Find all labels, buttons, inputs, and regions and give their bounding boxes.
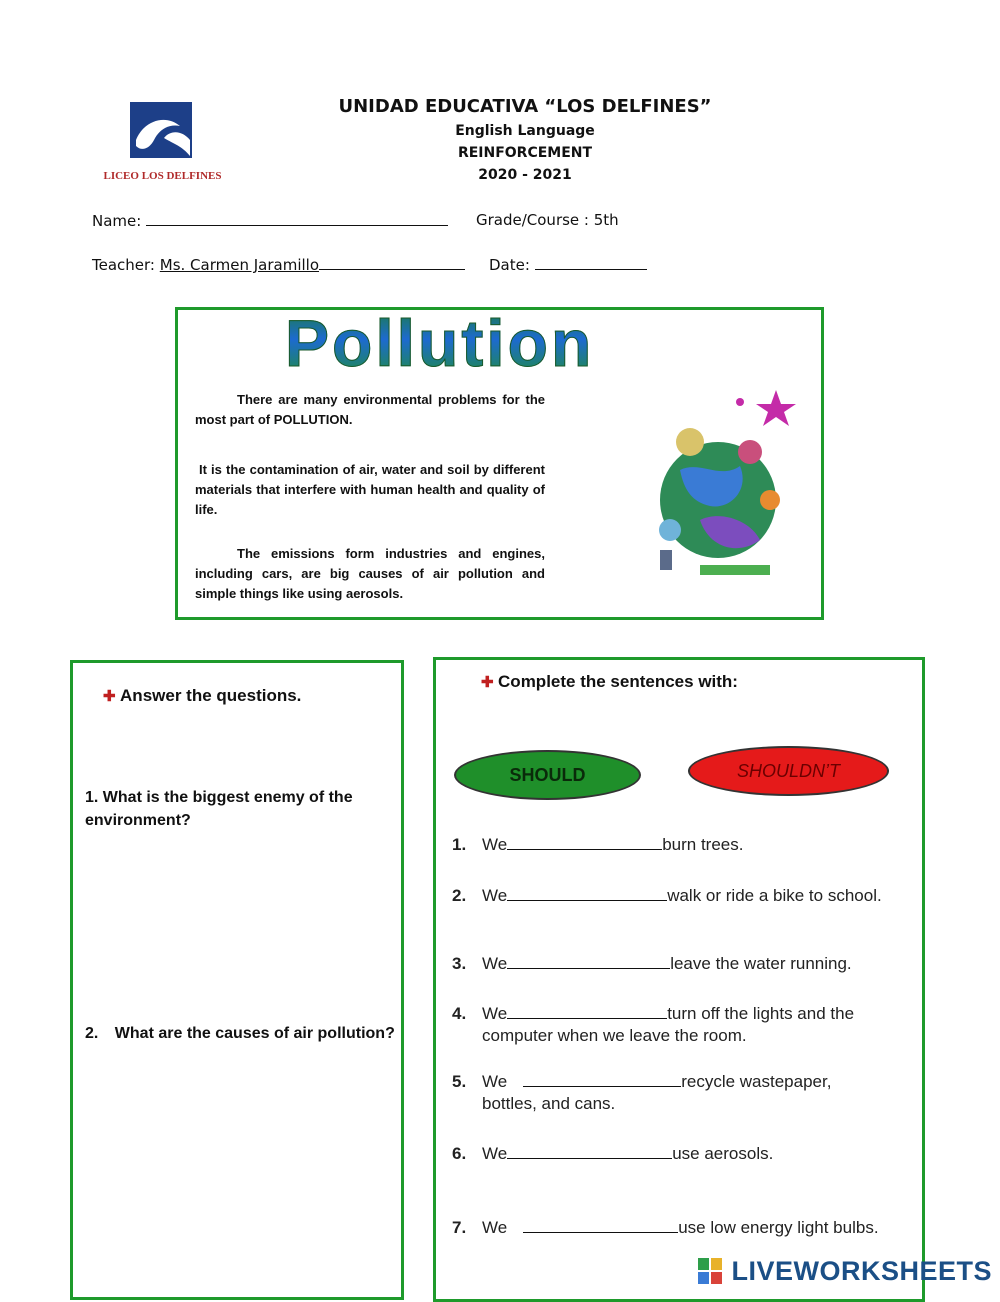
sentence-4 [452, 1003, 882, 1049]
sentence-2 [452, 885, 882, 931]
teacher-value: Ms. Carmen Jaramillo [159, 256, 320, 274]
polluted-earth-icon [640, 390, 800, 590]
answer-blank[interactable] [507, 953, 670, 969]
sentence-1 [452, 834, 882, 858]
questions-title: Answer the questions. [120, 686, 302, 705]
liveworksheets-watermark: LIVEWORKSHEETS [731, 1256, 992, 1286]
name-row [92, 211, 448, 230]
liveworksheets-logo-icon [698, 1258, 722, 1284]
answer-blank[interactable] [507, 1003, 667, 1019]
sentence-end: use low energy light bulbs. [678, 1218, 879, 1237]
teacher-blank [319, 255, 465, 270]
bullet-icon: ✚ [481, 674, 494, 691]
sentence-start: We [482, 1144, 508, 1163]
name-blank[interactable] [146, 211, 448, 226]
date-label: Date: [489, 256, 530, 274]
sentence-number: 4. [452, 1004, 467, 1023]
grade-label: Grade/Course : 5th [476, 211, 619, 229]
answer-blank[interactable] [507, 1143, 672, 1159]
sentence-start: We [482, 1004, 508, 1023]
bullet-icon: ✚ [103, 688, 116, 705]
reading-title: Pollution [285, 306, 595, 380]
answer-blank[interactable] [507, 834, 662, 850]
sentences-heading [481, 672, 738, 692]
sentence-number: 6. [452, 1144, 467, 1163]
date-row [489, 255, 647, 274]
date-blank[interactable] [535, 255, 647, 270]
sentence-6 [452, 1143, 882, 1167]
question-number: 1. [85, 789, 99, 806]
name-label: Name: [92, 212, 142, 230]
school-name: UNIDAD EDUCATIVA “LOS DELFINES” [338, 96, 712, 117]
sentence-end: walk or ride a bike to school. [667, 886, 882, 905]
sentences-title: Complete the sentences with: [498, 672, 738, 691]
sentence-5 [452, 1071, 882, 1117]
sentence-number: 7. [452, 1218, 467, 1237]
shouldnt-option[interactable]: SHOULDN’T [688, 746, 889, 796]
reading-paragraph-3: The emissions form industries and engines, including cars, are big causes of air pollution and simple things like using aerosols. [195, 546, 545, 601]
sentence-end: recycle wastepaper, bottles, and cans. [482, 1072, 832, 1113]
question-2 [85, 1022, 395, 1045]
school-year: 2020 - 2021 [478, 167, 572, 183]
worksheet-type: REINFORCEMENT [457, 145, 593, 161]
answer-blank[interactable] [523, 1217, 678, 1233]
question-1 [85, 786, 395, 832]
teacher-label: Teacher: [92, 256, 155, 274]
should-option[interactable]: SHOULD [454, 750, 641, 800]
reading-paragraph-1: There are many environmental problems for the most part of POLLUTION. [195, 392, 545, 427]
question-text: What are the causes of air pollution? [114, 1025, 395, 1042]
sentence-end: burn trees. [662, 835, 744, 854]
sentence-end: use aerosols. [672, 1144, 774, 1163]
sentence-number: 3. [452, 954, 467, 973]
answer-area-1[interactable] [85, 845, 395, 1005]
sentence-start: We [482, 954, 508, 973]
answer-area-2[interactable] [85, 1080, 395, 1270]
sentence-number: 2. [452, 886, 467, 905]
school-logo [100, 100, 225, 190]
sentence-number: 1. [452, 835, 467, 854]
sentence-start: We [482, 1072, 508, 1091]
pollution-illustration [640, 390, 800, 590]
questions-heading [103, 686, 301, 706]
answer-blank[interactable] [523, 1071, 681, 1087]
sentence-start: We [482, 1218, 508, 1237]
sentence-end: leave the water running. [670, 954, 852, 973]
sentence-start: We [482, 835, 508, 854]
reading-paragraph-2: It is the contamination of air, water and soil by different materials that interfere with human health and quality of life. [195, 462, 545, 517]
teacher-row [92, 255, 465, 274]
sentence-number: 5. [452, 1072, 467, 1091]
subject: English Language [455, 123, 595, 139]
question-number: 2. [85, 1025, 99, 1042]
logo-text: LICEO LOS DELFINES [103, 170, 222, 182]
sentence-start: We [482, 886, 508, 905]
question-text: What is the biggest enemy of the environment? [85, 789, 353, 829]
sentence-3 [452, 953, 882, 977]
sentence-end: turn off the lights and the computer when we leave the room. [482, 1004, 855, 1045]
answer-blank[interactable] [507, 885, 667, 901]
